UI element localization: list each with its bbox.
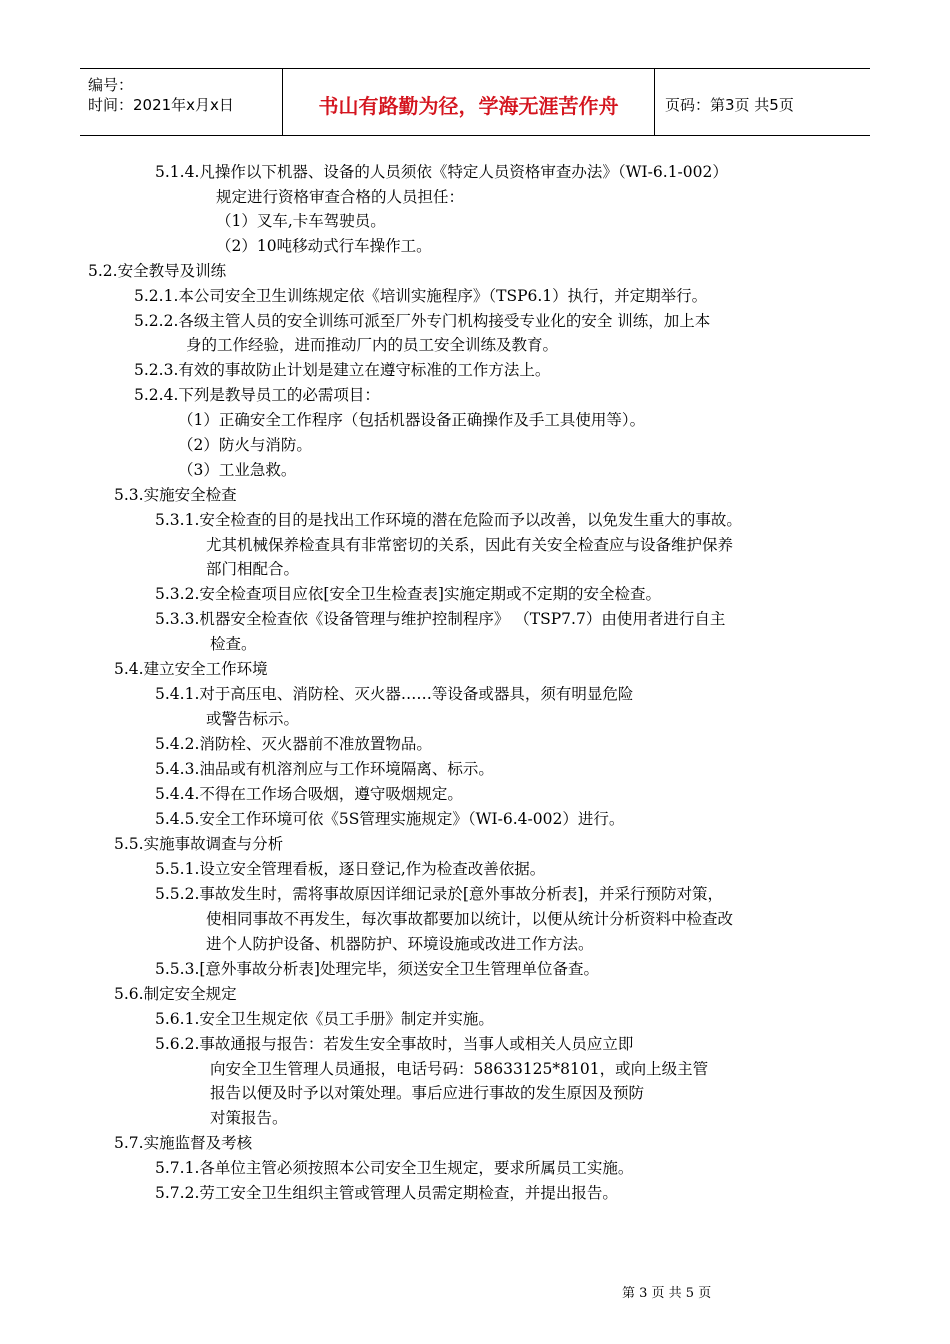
- text-line: （2）10吨移动式行车操作工。: [216, 237, 432, 255]
- text-line: 5.3.实施安全检查: [114, 486, 237, 504]
- text-line: 身的工作经验，进而推动厂内的员工安全训练及教育。: [186, 336, 559, 354]
- text-line: 5.6.1.安全卫生规定依《员工手册》制定并实施。: [155, 1010, 494, 1028]
- text-line: 检查。: [210, 635, 257, 653]
- header-meta: [80, 69, 283, 135]
- text-line: 5.5.3.[意外事故分析表]处理完毕，须送安全卫生管理单位备查。: [155, 960, 599, 978]
- text-line: 报告以便及时予以对策处理。事后应进行事故的发生原因及预防: [210, 1084, 645, 1102]
- text-line: 5.5.实施事故调查与分析: [114, 835, 284, 853]
- text-line: 5.2.2.各级主管人员的安全训练可派至厂外专门机构接受专业化的安全 训练，加上本: [134, 312, 711, 330]
- text-line: 5.5.2.事故发生时，需将事故原因详细记录於[意外事故分析表]，并采行预防对策，: [155, 885, 723, 903]
- text-line: 5.4.3.油品或有机溶剂应与工作环境隔离、标示。: [155, 760, 494, 778]
- text-line: （1）正确安全工作程序（包括机器设备正确操作及手工具使用等）。: [178, 411, 646, 429]
- text-line: 5.3.2.安全检查项目应依[安全卫生检查表]实施定期或不定期的安全检查。: [155, 585, 661, 603]
- text-line: 5.3.3.机器安全检查依《设备管理与维护控制程序》 （TSP7.7）由使用者进行自主: [155, 610, 726, 628]
- text-line: 5.3.1.安全检查的目的是找出工作环境的潜在危险而予以改善，以免发生重大的事故。: [155, 511, 742, 529]
- text-line: 5.2.3.有效的事故防止计划是建立在遵守标准的工作方法上。: [134, 361, 551, 379]
- text-line: 5.5.1.设立安全管理看板，逐日登记,作为检查改善依据。: [155, 860, 546, 878]
- text-line: 部门相配合。: [206, 560, 300, 578]
- text-line: （1）叉车,卡车驾驶员。: [216, 212, 386, 230]
- text-line: 或警告标示。: [206, 710, 300, 728]
- text-line: 5.4.5.安全工作环境可依《5S管理实施规定》（WI-6.4-002）进行。: [155, 810, 625, 828]
- page-header: [80, 68, 870, 136]
- text-line: 规定进行资格审查合格的人员担任：: [216, 188, 465, 206]
- text-line: 使相同事故不再发生，每次事故都要加以统计，以便从统计分析资料中检查改: [206, 910, 734, 928]
- text-line: 5.4.2.消防栓、灭火器前不准放置物品。: [155, 735, 432, 753]
- header-motto: 书山有路勤为径，学海无涯苦作舟: [283, 69, 655, 135]
- header-page-info: 页码：第3页 共5页: [665, 95, 794, 114]
- text-line: 5.4.1.对于高压电、消防栓、灭火器……等设备或器具，须有明显危险: [155, 685, 634, 703]
- page-footer: 第 3 页 共 5 页: [622, 1286, 712, 1301]
- text-line: （2）防火与消防。: [178, 436, 312, 454]
- text-line: 5.2.1.本公司安全卫生训练规定依《培训实施程序》（TSP6.1）执行，并定期举行。: [134, 287, 708, 305]
- text-line: 对策报告。: [210, 1109, 288, 1127]
- text-line: 向安全卫生管理人员通报，电话号码：58633125*8101，或向上级主管: [210, 1060, 709, 1078]
- text-line: 5.1.4.凡操作以下机器、设备的人员须依《特定人员资格审查办法》（WI-6.1-002）: [155, 163, 728, 181]
- text-line: （3）工业急救。: [178, 461, 297, 479]
- text-line: 尤其机械保养检查具有非常密切的关系，因此有关安全检查应与设备维护保养: [206, 536, 734, 554]
- text-line: 5.4.4.不得在工作场合吸烟，遵守吸烟规定。: [155, 785, 463, 803]
- text-line: 5.2.4.下列是教导员工的必需项目：: [134, 386, 380, 404]
- text-line: 5.7.1.各单位主管必须按照本公司安全卫生规定，要求所属员工实施。: [155, 1159, 634, 1177]
- text-line: 5.6.制定安全规定: [114, 985, 237, 1003]
- text-line: 进个人防护设备、机器防护、环境设施或改进工作方法。: [206, 935, 594, 953]
- text-line: 5.4.建立安全工作环境: [114, 660, 268, 678]
- text-line: 5.6.2.事故通报与报告：若发生安全事故时，当事人或相关人员应立即: [155, 1035, 634, 1053]
- text-line: 5.7.2.劳工安全卫生组织主管或管理人员需定期检查，并提出报告。: [155, 1184, 618, 1202]
- text-line: 5.2.安全教导及训练: [88, 262, 227, 280]
- document-number-label: 编号：: [88, 76, 134, 94]
- document-date: 时间：2021年x月x日: [88, 96, 234, 114]
- text-line: 5.7.实施监督及考核: [114, 1134, 253, 1152]
